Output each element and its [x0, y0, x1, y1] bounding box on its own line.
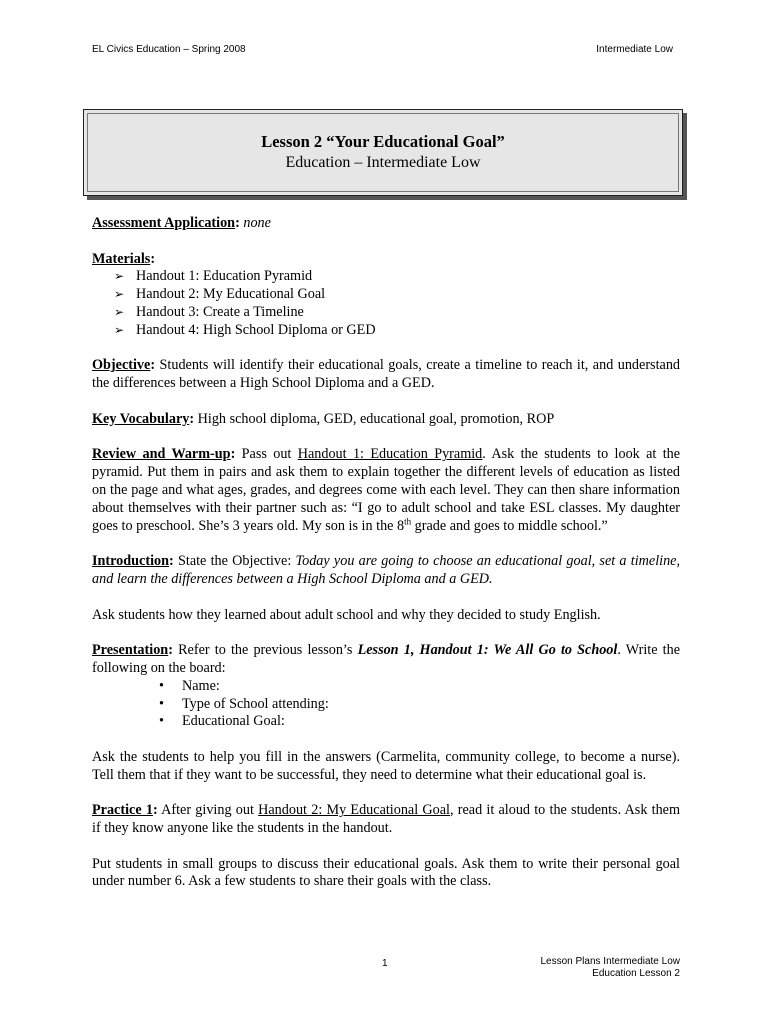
- materials-list: [92, 268, 680, 339]
- introduction-italic: Today you are going to choose an educational goal, set a timeline, and learn the differences between a High School Diploma and a GED.: [92, 553, 681, 587]
- practice1-label: Practice 1: [92, 802, 153, 819]
- header-left: EL Civics Education – Spring 2008: [92, 44, 246, 55]
- objective-section: Objective: Students will identify their educational goals, create a timeline to reach it, and understand the differences between a High School Diploma and a GED.: [92, 357, 681, 392]
- objective-label: Objective: [92, 357, 151, 374]
- practice1-handout-link: Handout 2: My Educational Goal: [258, 802, 450, 819]
- assessment-section: Assessment Application: none: [92, 215, 271, 231]
- practice1-text-after: , read it aloud to the students. Ask them if they know anyone like the students in the handout.: [92, 802, 681, 837]
- list-item: • Name:: [159, 678, 680, 696]
- title-box: [83, 109, 683, 196]
- page-number: 1: [382, 958, 388, 969]
- footer-line-1: Lesson Plans Intermediate Low: [540, 956, 680, 967]
- vocabulary-label: Key Vocabulary: [92, 410, 190, 427]
- introduction-text: State the Objective:: [177, 553, 292, 570]
- list-item: • Educational Goal:: [159, 713, 680, 731]
- presentation-text-after: . Write the following on the board:: [92, 642, 681, 676]
- materials-label: Materials: [92, 250, 151, 267]
- introduction-label: Introduction: [92, 553, 169, 570]
- list-item: ➢ Handout 3: Create a Timeline: [114, 304, 680, 322]
- title-box-inner-border: [87, 113, 679, 192]
- review-superscript: th: [404, 515, 412, 526]
- presentation-text-before: Refer to the previous lesson’s: [178, 642, 353, 659]
- presentation-list: [92, 678, 680, 731]
- practice1-text-before: After giving out: [161, 802, 254, 819]
- presentation-reference: Lesson 1, Handout 1: We All Go to School: [357, 642, 618, 659]
- lesson-content: [92, 215, 680, 909]
- review-handout-link: Handout 1: Education Pyramid: [297, 446, 483, 463]
- assessment-value: none: [243, 215, 271, 231]
- footer-right: [540, 956, 680, 980]
- list-item: • Type of School attending:: [159, 696, 680, 714]
- groups-paragraph: Put students in small groups to discuss their educational goals. Ask them to write their personal goal under number 6. Ask a few students to share their goals with the class.: [92, 855, 680, 890]
- review-text-after: . Ask the students to look at the pyramid. Put them in pairs and ask them to explain together the different levels of education as listed on the page and what ages, grades, and degrees come with each level. They can then share information about themselves with their partner such as: “I go to adult school and take ESL classes. My daughter goes to preschool. She’s 3 years old. My son is in the 8: [92, 446, 681, 534]
- review-text-end: grade and goes to middle school.”: [414, 517, 608, 534]
- footer-line-2: Education Lesson 2: [592, 968, 680, 979]
- vocabulary-text: High school diploma, GED, educational goal, promotion, ROP: [197, 410, 555, 427]
- review-section: Review and Warm-up: Pass out Handout 1: Education Pyramid. Ask the students to look at the pyramid. Put them in pairs and ask them to explain together the different levels of education as listed on the page and what ages, grades, and degrees come with each level. They can then share information about themselves with their partner such as: “I go to adult school and take ESL classes. My daughter goes to preschool. She’s 3 years old. My son is in the 8th grade and goes to middle school.”: [92, 446, 681, 534]
- review-text-before: Pass out: [241, 446, 292, 463]
- lesson-title: Lesson 2 “Your Educational Goal”: [261, 132, 505, 151]
- objective-text: Students will identify their educational goals, create a timeline to reach it, and understand the differences between a High School Diploma and a GED.: [92, 357, 681, 392]
- list-item: ➢ Handout 2: My Educational Goal: [114, 286, 680, 304]
- practice1-section: Practice 1: After giving out Handout 2: My Educational Goal, read it aloud to the students. Ask them if they know anyone like the students in the handout.: [92, 802, 681, 837]
- presentation-section: Presentation: Refer to the previous lesson’s Lesson 1, Handout 1: We All Go to School. Write the following on the board:: [92, 642, 681, 676]
- review-label: Review and Warm-up: [92, 446, 231, 463]
- list-item: ➢ Handout 4: High School Diploma or GED: [114, 322, 680, 340]
- ask-paragraph: Ask students how they learned about adult school and why they decided to study English.: [92, 606, 601, 623]
- header-right: Intermediate Low: [596, 44, 673, 55]
- assessment-label: Assessment Application: [92, 215, 236, 231]
- materials-section: Materials:: [92, 250, 156, 267]
- vocabulary-section: Key Vocabulary: High school diploma, GED, educational goal, promotion, ROP: [92, 410, 555, 427]
- introduction-section: Introduction: State the Objective: Today you are going to choose an educational goal, set a timeline, and learn the differences between a High School Diploma and a GED.: [92, 553, 681, 587]
- lesson-subtitle: Education – Intermediate Low: [285, 154, 481, 171]
- list-item: ➢ Handout 1: Education Pyramid: [114, 268, 680, 286]
- presentation-label: Presentation: [92, 642, 169, 659]
- help-paragraph: Ask the students to help you fill in the answers (Carmelita, community college, to become a nurse). Tell them that if they want to be successful, they need to determine what their educational goal is.: [92, 748, 680, 783]
